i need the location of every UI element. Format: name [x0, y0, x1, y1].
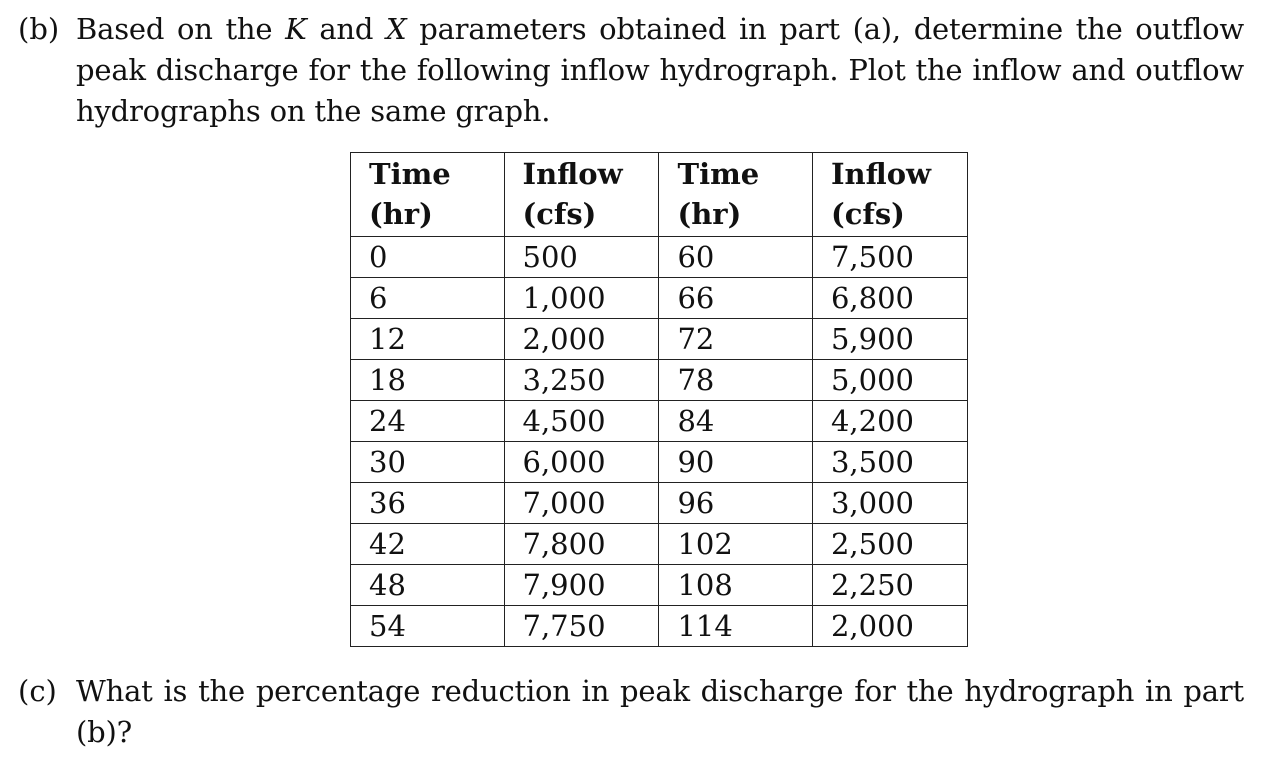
problem-part-b [18, 9, 1244, 132]
table-cell-time: 30 [351, 442, 505, 483]
table-cell-time: 96 [659, 483, 813, 524]
problem-part-c [18, 671, 1244, 753]
table-row [351, 319, 968, 360]
table-cell-time: 36 [351, 483, 505, 524]
table-header-row [351, 153, 968, 237]
table-cell-inflow: 5,000 [812, 360, 967, 401]
table-cell-inflow: 3,000 [812, 483, 967, 524]
table-row [351, 237, 968, 278]
table-cell-time: 60 [659, 237, 813, 278]
table-cell-time: 48 [351, 565, 505, 606]
table-row [351, 524, 968, 565]
variable-x: X [386, 12, 407, 46]
table-cell-inflow: 6,000 [504, 442, 659, 483]
table-cell-time: 42 [351, 524, 505, 565]
table-cell-inflow: 2,500 [812, 524, 967, 565]
part-b-text-1: Based on the [76, 12, 286, 46]
table-row [351, 360, 968, 401]
header-time-2: Time (hr) [659, 153, 813, 237]
table-cell-time: 102 [659, 524, 813, 565]
table-cell-time: 78 [659, 360, 813, 401]
part-c-text: What is the percentage reduction in peak discharge for the hydrograph in part (b)? [76, 674, 1244, 749]
table-cell-inflow: 7,750 [504, 606, 659, 647]
table-cell-time: 90 [659, 442, 813, 483]
table-row [351, 606, 968, 647]
table-cell-time: 12 [351, 319, 505, 360]
table-cell-time: 66 [659, 278, 813, 319]
table-cell-inflow: 3,500 [812, 442, 967, 483]
table-row [351, 442, 968, 483]
part-b-text-3: parameters obtained in part (a), determine the outflow peak discharge for the following inflow hydrograph. Plot the inflow and outflow hydrographs on the same graph. [76, 12, 1244, 128]
table-row [351, 401, 968, 442]
inflow-hydrograph-table [350, 152, 968, 647]
variable-k: K [285, 12, 307, 46]
table-cell-time: 84 [659, 401, 813, 442]
header-inflow-2: Inflow (cfs) [812, 153, 967, 237]
table-cell-time: 0 [351, 237, 505, 278]
table-cell-inflow: 2,250 [812, 565, 967, 606]
table-cell-time: 114 [659, 606, 813, 647]
table-cell-inflow: 1,000 [504, 278, 659, 319]
part-c-label: (c) [18, 674, 57, 708]
table-cell-time: 6 [351, 278, 505, 319]
table-cell-inflow: 4,200 [812, 401, 967, 442]
table-cell-inflow: 5,900 [812, 319, 967, 360]
table-cell-time: 108 [659, 565, 813, 606]
table-cell-time: 54 [351, 606, 505, 647]
table-cell-inflow: 4,500 [504, 401, 659, 442]
table-cell-inflow: 7,900 [504, 565, 659, 606]
table-row [351, 483, 968, 524]
table-row [351, 565, 968, 606]
table-cell-inflow: 6,800 [812, 278, 967, 319]
table-cell-inflow: 3,250 [504, 360, 659, 401]
table-cell-time: 24 [351, 401, 505, 442]
table-cell-time: 72 [659, 319, 813, 360]
table-cell-time: 18 [351, 360, 505, 401]
part-b-text [76, 9, 1244, 132]
table-cell-inflow: 7,800 [504, 524, 659, 565]
table-row [351, 278, 968, 319]
part-b-text-2: and [306, 12, 386, 46]
part-b-label: (b) [18, 12, 60, 46]
table-cell-inflow: 7,500 [812, 237, 967, 278]
table-cell-inflow: 2,000 [812, 606, 967, 647]
table-cell-inflow: 500 [504, 237, 659, 278]
header-inflow-1: Inflow (cfs) [504, 153, 659, 237]
table-cell-inflow: 2,000 [504, 319, 659, 360]
header-time-1: Time (hr) [351, 153, 505, 237]
table-cell-inflow: 7,000 [504, 483, 659, 524]
